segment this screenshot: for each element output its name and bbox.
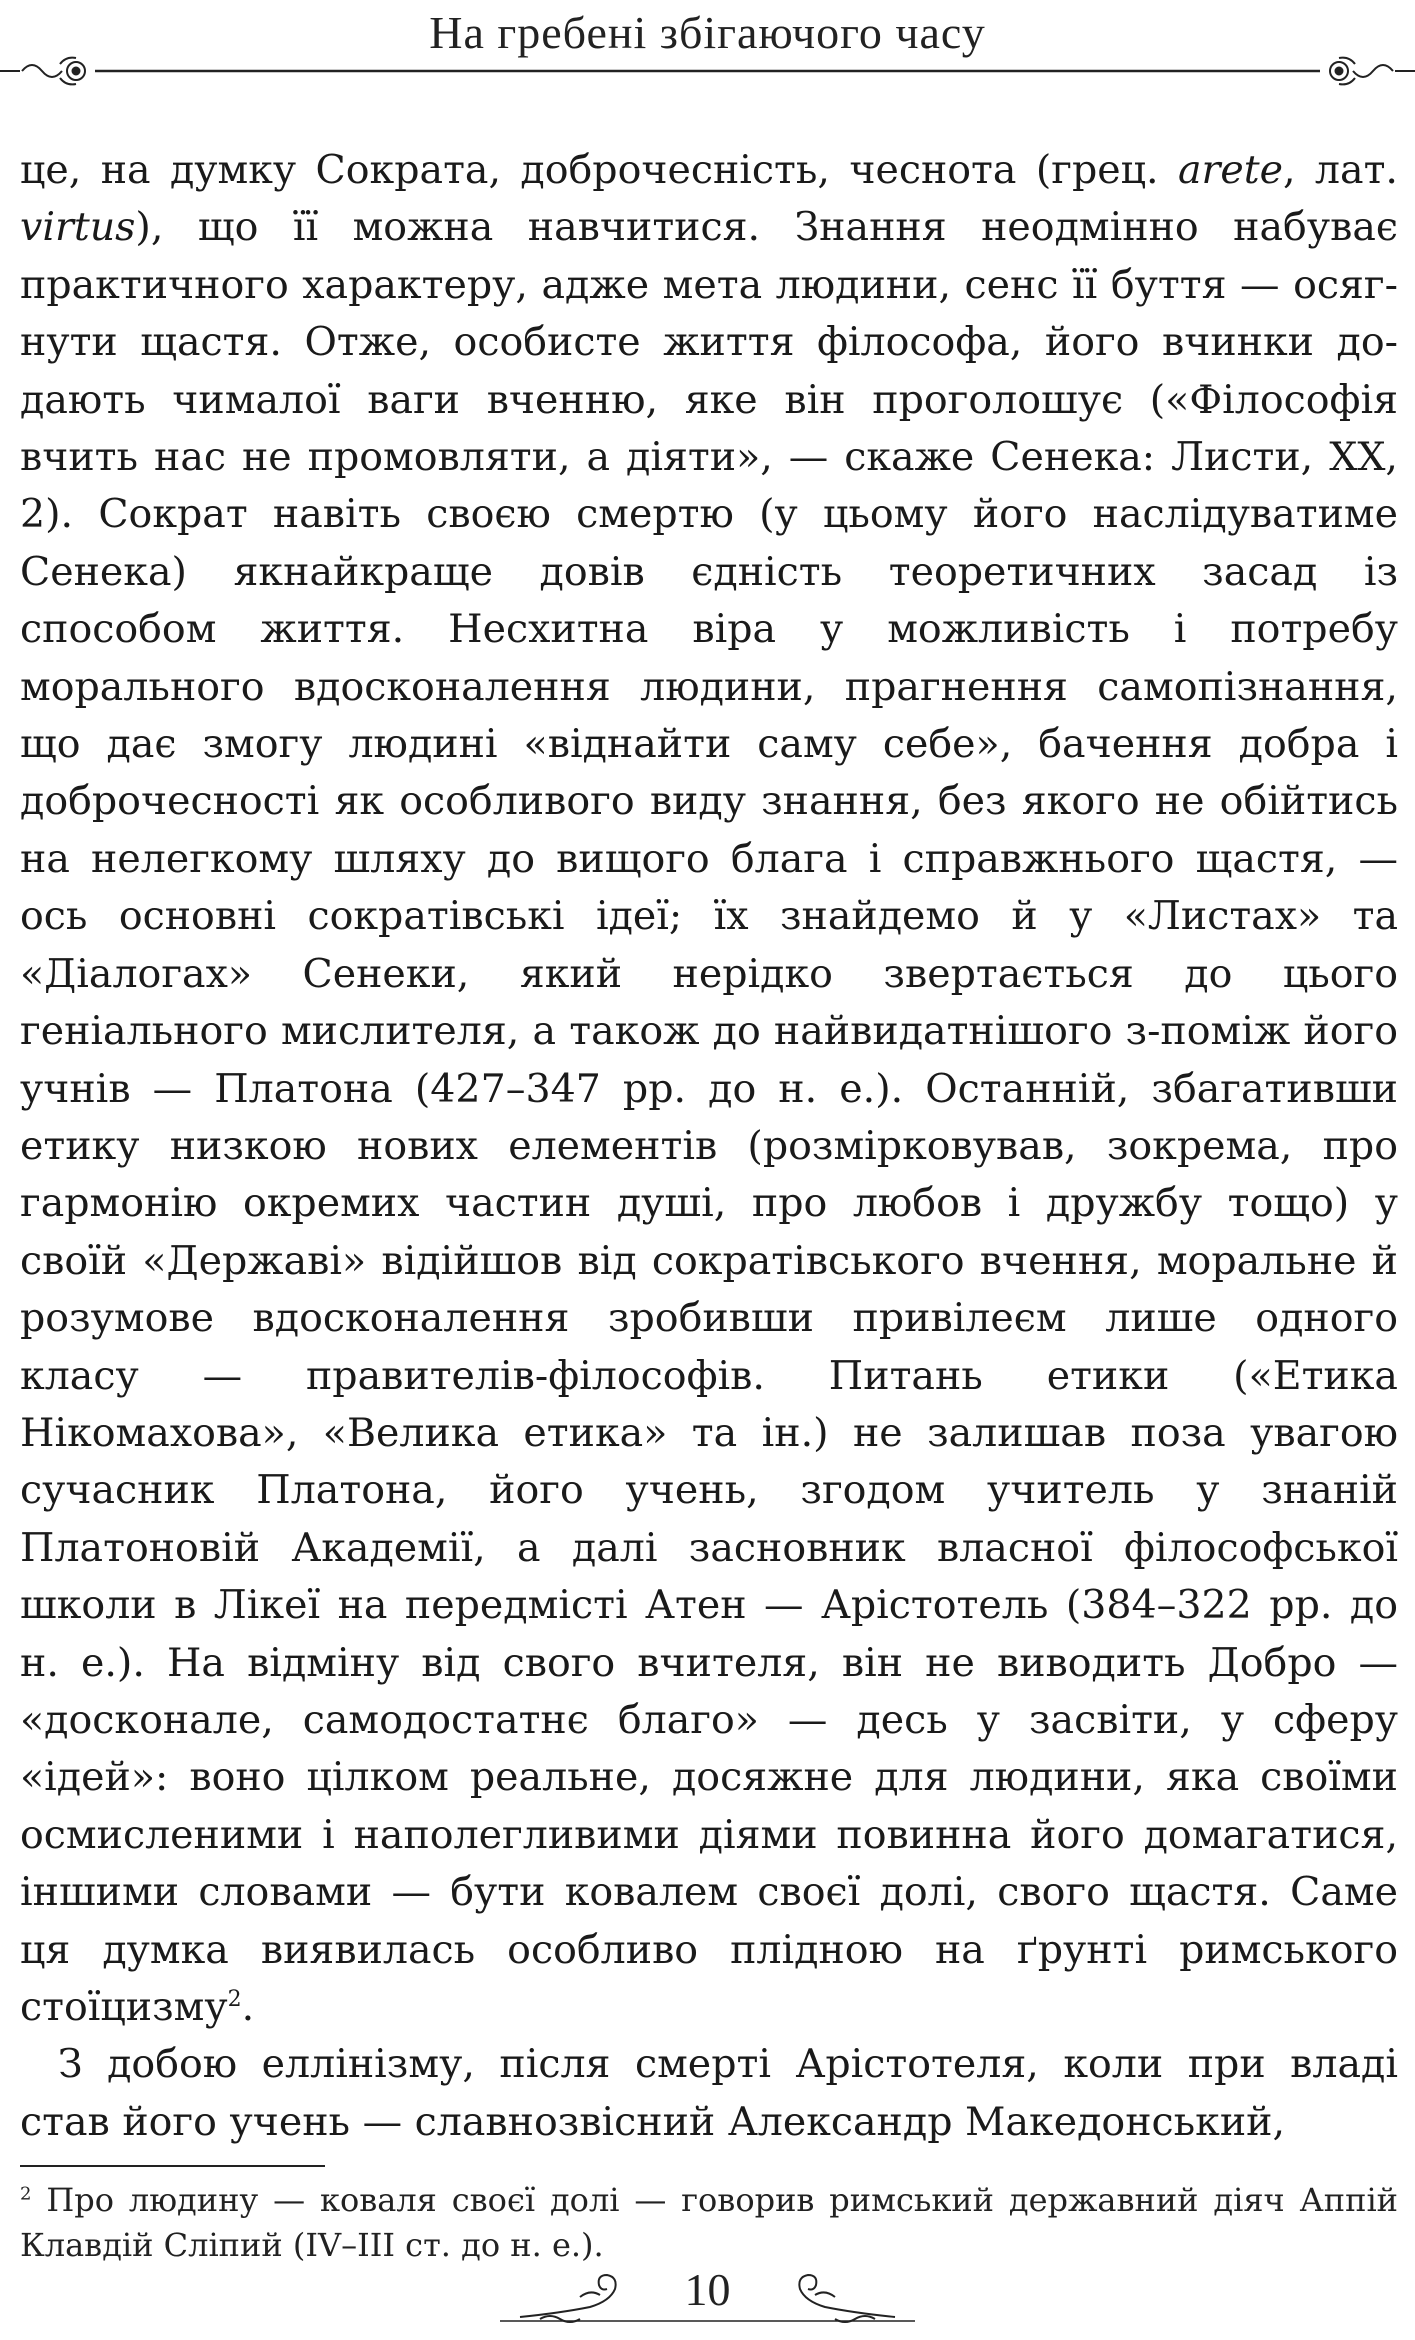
paragraph-1-text-b: , лат.	[1283, 147, 1398, 193]
body-text	[20, 142, 1398, 2151]
paragraph-2: З добою еллінізму, після смерті Арістотеля, коли при владі став його учень — славнозвісний Александр Македонський,	[20, 2041, 1398, 2145]
header-ornament-rule	[0, 36, 1415, 106]
paragraph-1	[20, 142, 1398, 2036]
term-virtus: virtus	[20, 204, 136, 251]
paragraph-1-text-c: ), що її можна навчитися. Знання неодмінно набуває практичного характеру, адже мета людини, сенс її буття — осягнути щастя. Отже, особисте життя філософа, його вчинки додають чималої ваги вченню, яке він проголошує («Філософія вчить нас не промовляти, а діяти», — скаже Сенека: Листи, XX, 2). Сократ навіть своєю смертю (у цьому його наслідуватиме Сенека) якнайкраще довів єдність теоретичних засад із способом життя. Несхитна віра у можливість і потребу морального вдосконалення людини, прагнення самопізнання, що дає змогу людині «віднайти саму себе», бачення добра і доброчесності як особливого виду знання, без якого не обійтись на нелегкому шляху до вищого блага і справжнього щастя, — ось основні сократівські ідеї; їх знайдемо й у «Листах» та «Діалогах» Сенеки, який нерідко звертається до цього геніального мислителя, а також до найвидатнішого з-поміж його учнів — Платона (427–347 рр. до н. е.). Останній, збагативши етику низкою нових елементів (розмірковував, зокрема, про гармонію окремих частин душі, про любов і дружбу тощо) у своїй «Державі» відійшов від сократівського вчення, моральне й розумове вдосконалення зробивши привілеєм лише одного класу — правителів-філософів. Питань етики («Етика Нікомахова», «Велика етика» та ін.) не залишав поза увагою сучасник Платона, його учень, згодом учитель у знаній Платоновій Академії, а далі засновник власної філософської школи в Лікеї на передмісті Атен — Арістотель (384–322 рр. до н. е.). На відміну від свого вчителя, він не виводить Добро — «досконале, самодостатнє благо» — десь у засвіти, у сферу «ідей»: воно цілком реальне, досяжне для людини, яка своїми осмисленими і наполегливими діями повинна його домагатися, іншими словами — бути ковалем своєї долі, свого щастя. Саме ця думка виявилась особливо плідною на ґрунті римського стоїцизму	[20, 204, 1398, 2030]
footnote-marker: 2	[20, 2183, 32, 2205]
right-flourish-icon	[1330, 58, 1415, 85]
paragraph-1-end: .	[241, 1984, 255, 2030]
footnote-separator	[20, 2165, 325, 2167]
page-number: 10	[684, 2264, 731, 2315]
header-title: На гребені збігаючого часу	[429, 7, 986, 58]
footnote-reference[interactable]: 2	[227, 1986, 242, 2012]
paragraph-1-text-a: це, на думку Сократа, доброчесність, чеснота (грец.	[20, 147, 1178, 193]
term-arete: arete	[1177, 147, 1283, 193]
left-flourish-icon	[0, 58, 85, 85]
footnote-text: Про людину — коваля своєї долі — говорив римський державний діяч Аппій Клавдій Сліпий (IV–III ст. до н. е.).	[20, 2181, 1398, 2264]
